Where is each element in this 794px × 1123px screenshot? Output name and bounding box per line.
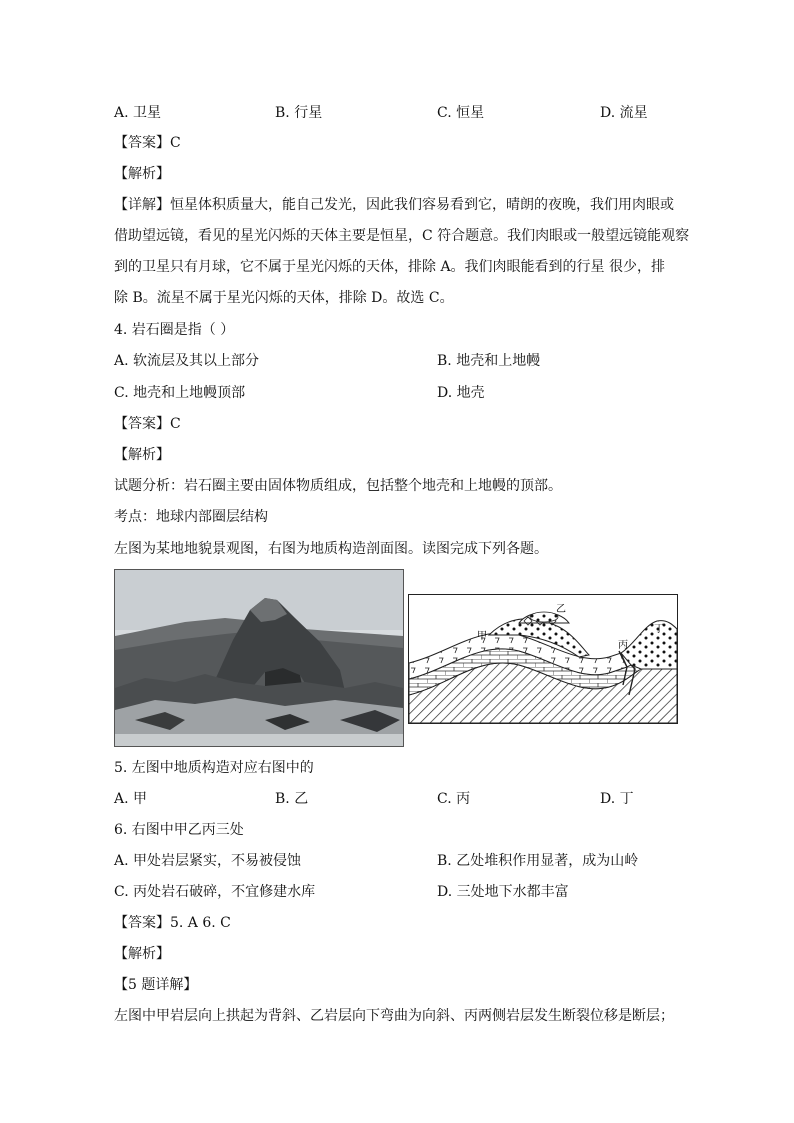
q4-stem: 4. 岩石圈是指（ ）: [114, 322, 235, 338]
q4-answer: 【答案】C: [114, 416, 181, 432]
label-jia: 甲: [477, 631, 487, 642]
label-yi: 乙: [556, 604, 566, 615]
geologic-section-diagram: [408, 594, 678, 724]
q6-option-a: A. 甲处岩层紧实，不易被侵蚀: [114, 853, 302, 869]
q4-analysis: 试题分析：岩石圈主要由固体物质组成，包括整个地壳和上地幔的顶部。: [114, 478, 562, 494]
q3-detail-line-3: 到的卫星只有月球，它不属于星光闪烁的天体，排除 A。我们肉眼能看到的行星 很少，排: [114, 259, 666, 275]
analysis-5-6-label: 【解析】: [114, 946, 170, 962]
q3-option-b: B. 行星: [275, 105, 323, 121]
q6-option-b: B. 乙处堆积作用显著，成为山岭: [437, 853, 639, 869]
q5-option-b: B. 乙: [275, 791, 309, 807]
q3-option-c: C. 恒星: [437, 105, 485, 121]
q3-answer: 【答案】C: [114, 135, 181, 151]
q4-option-a: A. 软流层及其以上部分: [114, 353, 260, 369]
q3-detail-line-2: 借助望远镜，看见的星光闪烁的天体主要是恒星，C 符合题意。我们肉眼或一般望远镜能观察: [114, 228, 690, 244]
q5-option-d: D. 丁: [600, 791, 634, 807]
q4-option-b: B. 地壳和上地幔: [437, 353, 541, 369]
q4-analysis-label: 【解析】: [114, 447, 170, 463]
label-bing: 丙: [618, 640, 628, 651]
q3-detail-line-4: 除 B。流星不属于星光闪烁的天体，排除 D。故选 C。: [114, 290, 454, 306]
q4-option-c: C. 地壳和上地幔顶部: [114, 385, 246, 401]
q6-stem: 6. 右图中甲乙丙三处: [114, 822, 244, 838]
landscape-photo: [114, 569, 404, 747]
q5-option-c: C. 丙: [437, 791, 471, 807]
q3-detail-line-1: 【详解】恒星体积质量大，能自己发光，因此我们容易看到它，晴朗的夜晚，我们用肉眼或: [114, 197, 674, 213]
q3-analysis-label: 【解析】: [114, 166, 170, 182]
q3-option-a: A. 卫星: [114, 105, 162, 121]
q5-detail: 左图中甲岩层向上拱起为背斜、乙岩层向下弯曲为向斜、丙两侧岩层发生断裂位移是断层；: [114, 1008, 674, 1024]
label-ding: 丁: [654, 624, 664, 635]
q3-option-d: D. 流星: [600, 105, 648, 121]
q5-detail-label: 【5 题详解】: [114, 977, 198, 993]
q5-stem: 5. 左图中地质构造对应右图中的: [114, 760, 314, 776]
intro-text: 左图为某地地貌景观图，右图为地质构造剖面图。读图完成下列各题。: [114, 541, 548, 557]
q6-option-c: C. 丙处岩石破碎，不宜修建水库: [114, 884, 316, 900]
answers-5-6: 【答案】5. A 6. C: [114, 915, 231, 931]
q6-option-d: D. 三处地下水都丰富: [437, 884, 569, 900]
q5-option-a: A. 甲: [114, 791, 148, 807]
q4-option-d: D. 地壳: [437, 385, 485, 401]
q4-kaodian: 考点：地球内部圈层结构: [114, 509, 268, 525]
